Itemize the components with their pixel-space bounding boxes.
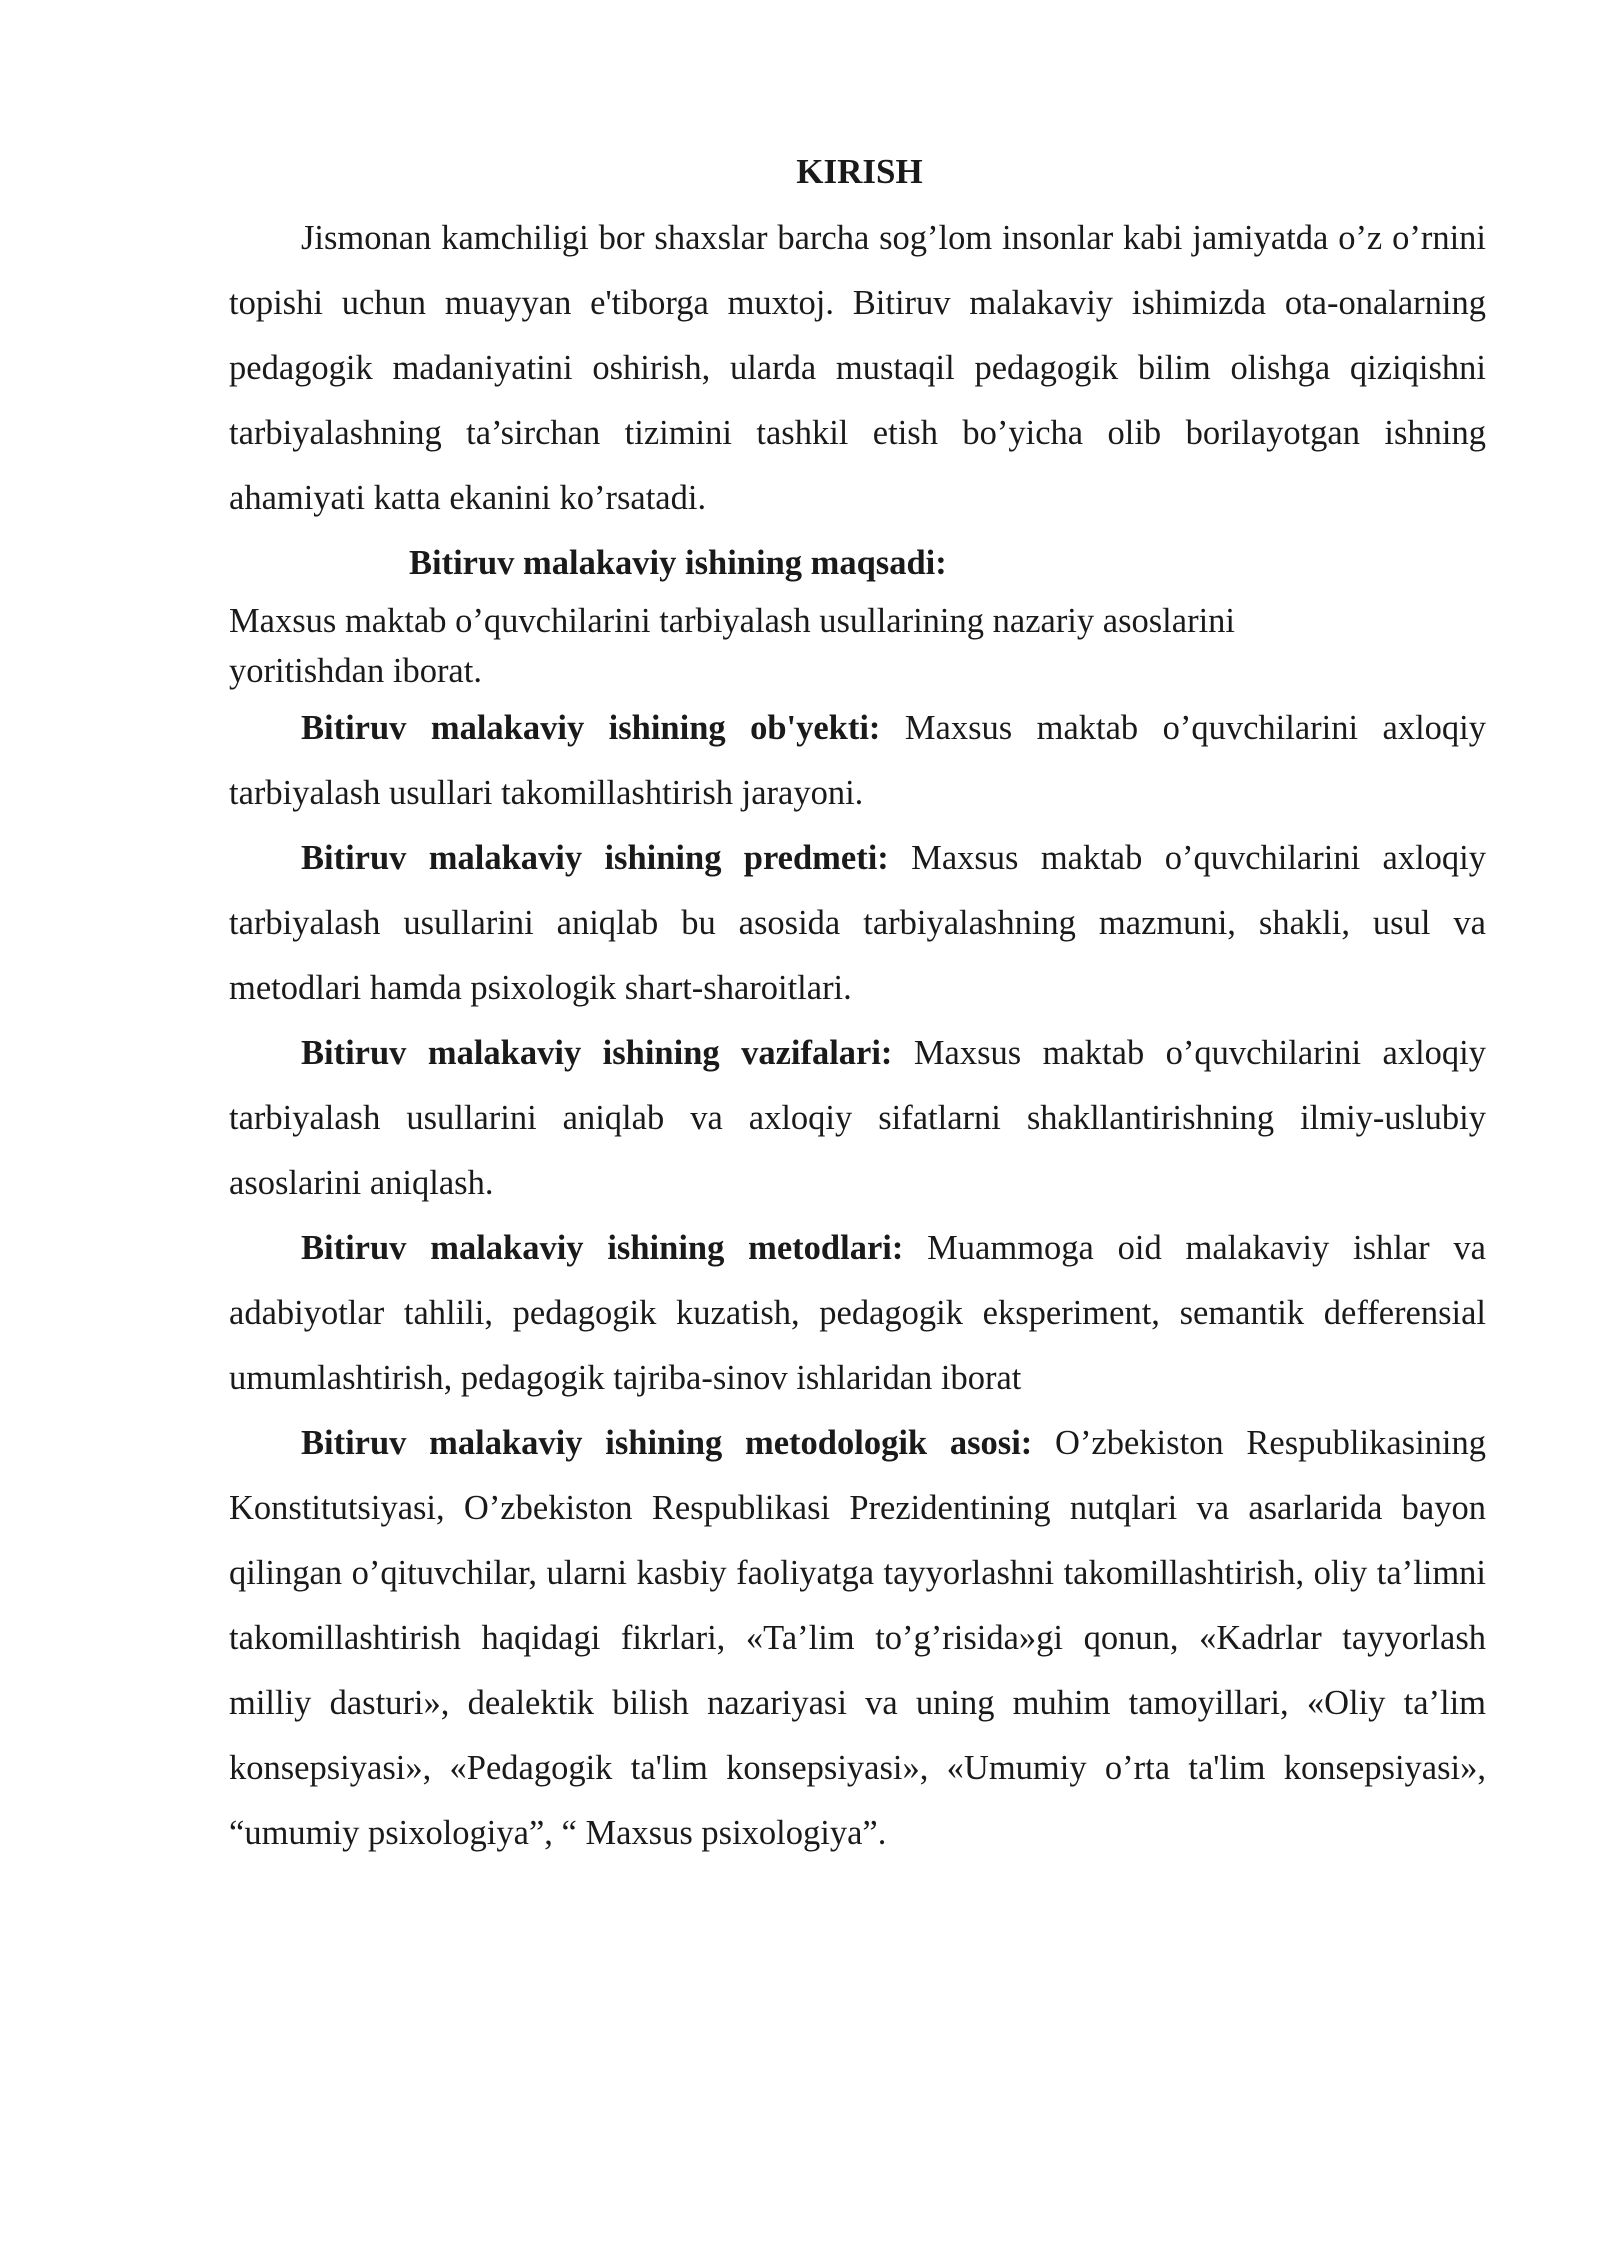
methodology-text: O’zbekiston Respublikasining Konstitutsiyasi, O’zbekiston Respublikasi Prezidentining nutqlari va asarlarida bayon qilingan o’qituvchilar, ularni kasbiy faoliyatga tayyorlashni takomillashtirish, oliy ta’limni takomillashtirish haqidagi fikrlari, «Ta’lim to’g’risida»gi qonun, «Kadrlar tayyorlash milliy dasturi», dealektik bilish nazariyasi va uning muhim tamoyillari, «Oliy ta’lim konsepsiyasi», «Pedagogik ta'lim konsepsiyasi», «Umumiy o’rta ta'lim konsepsiyasi», “umumiy psixologiya”, “ Maxsus psixologiya”. bbox=[229, 1424, 1486, 1852]
tasks-label: Bitiruv malakaviy ishining vazifalari: bbox=[301, 1034, 893, 1072]
methodology-label: Bitiruv malakaviy ishining metodologik asosi: bbox=[301, 1424, 1033, 1462]
object-paragraph bbox=[229, 696, 1486, 826]
intro-paragraph: Jismonan kamchiligi bor shaxslar barcha sog’lom insonlar kabi jamiyatda o’z o’rnini topishi uchun muayyan e'tiborga muxtoj. Bitiruv malakaviy ishimizda ota-onalarning pedagogik madaniyatini oshirish, ularda mustaqil pedagogik bilim olishga qiziqishni tarbiyalashning ta’sirchan tizimini tashkil etish bo’yicha olib borilayotgan ishning ahamiyati katta ekanini ko’rsatadi. bbox=[229, 219, 1486, 517]
tasks-paragraph bbox=[229, 1021, 1486, 1216]
methodology-paragraph bbox=[229, 1411, 1486, 1866]
tasks-text: Maxsus maktab o’quvchilarini axloqiy tarbiyalash usullarini aniqlab va axloqiy sifatlarni shakllantirishning ilmiy-uslubiy asoslarini aniqlash. bbox=[229, 1034, 1486, 1202]
object-text: Maxsus maktab o’quvchilarini axloqiy tarbiyalash usullari takomillashtirish jarayoni. bbox=[229, 709, 1486, 812]
subject-text: Maxsus maktab o’quvchilarini axloqiy tarbiyalash usullarini aniqlab bu asosida tarbiyalashning mazmuni, shakli, usul va metodlari hamda psixologik shart-sharoitlari. bbox=[229, 839, 1486, 1007]
page-title: KIRISH bbox=[796, 152, 923, 191]
methods-label: Bitiruv malakaviy ishining metodlari: bbox=[301, 1229, 904, 1267]
subject-label: Bitiruv malakaviy ishining predmeti: bbox=[301, 839, 889, 877]
goal-heading: Bitiruv malakaviy ishining maqsadi: bbox=[409, 544, 947, 582]
goal-text: Maxsus maktab o’quvchilarini tarbiyalash usullarining nazariy asoslarini yoritishdan iborat. bbox=[229, 602, 1235, 690]
methods-text: Muammoga oid malakaviy ishlar va adabiyotlar tahlili, pedagogik kuzatish, pedagogik eksperiment, semantik defferensial umumlashtirish, pedagogik tajriba-sinov ishlaridan iborat bbox=[229, 1229, 1486, 1397]
object-label: Bitiruv malakaviy ishining ob'yekti: bbox=[301, 709, 881, 747]
methods-paragraph bbox=[229, 1216, 1486, 1411]
document-body bbox=[229, 148, 1486, 1866]
subject-paragraph bbox=[229, 826, 1486, 1021]
